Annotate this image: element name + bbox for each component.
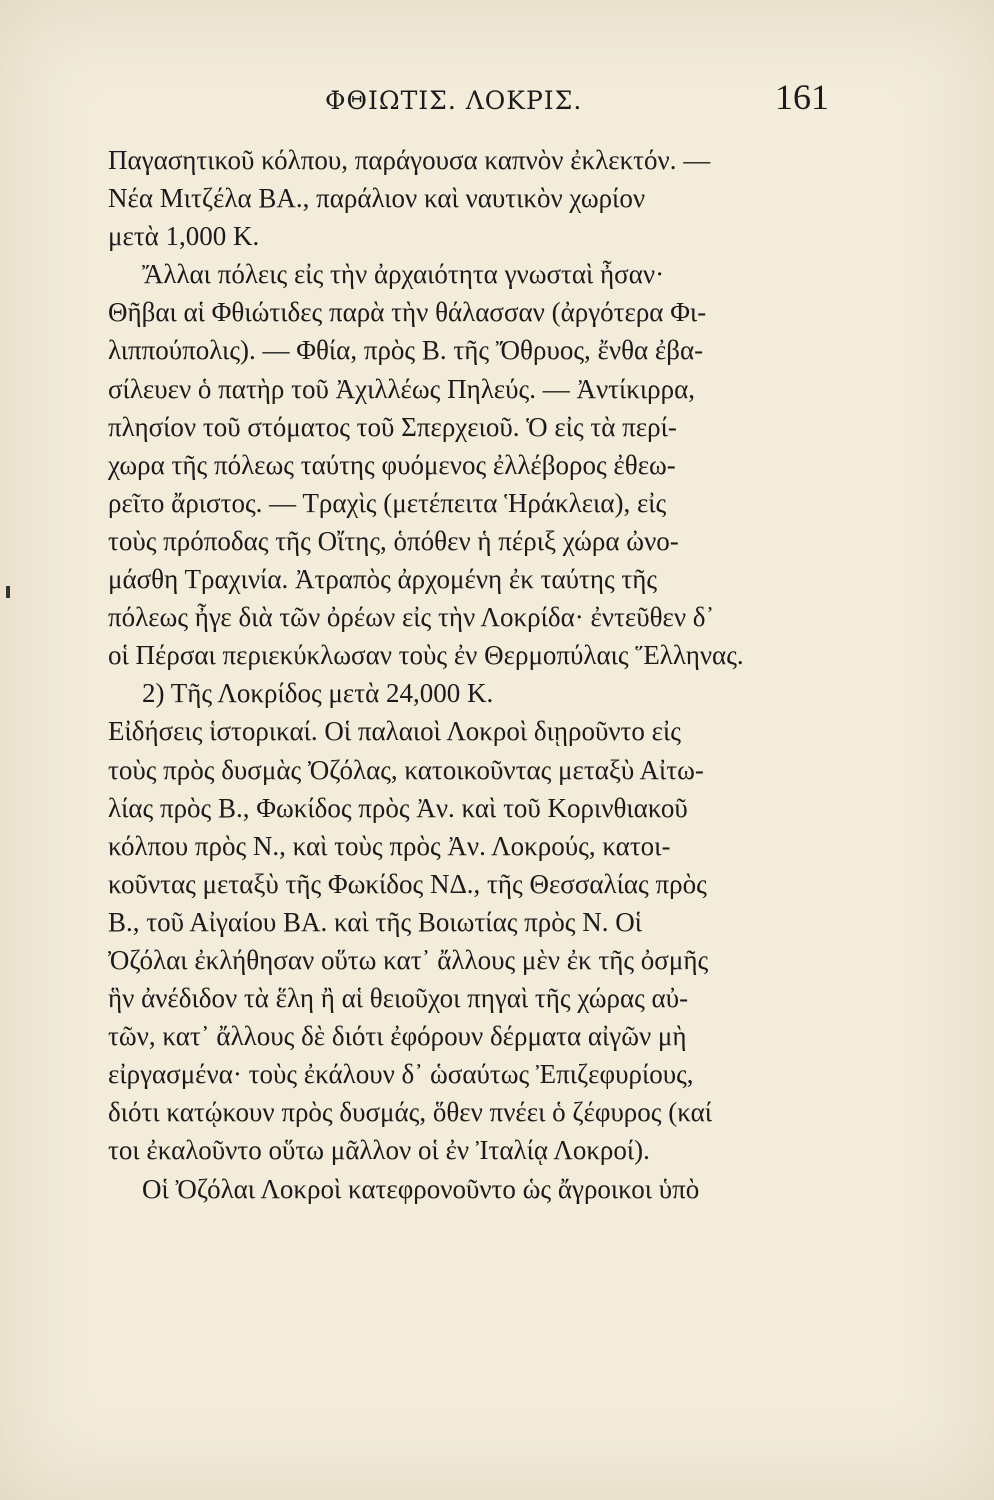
text-line-26: διότι κατῴκουν πρὸς δυσμάς, ὅθεν πνέει ὁ ζέφυρος (καί [108,1097,712,1128]
text-line-8: πλησίον τοῦ στόματος τοῦ Σπερχειοῦ. Ὁ εἰς τὰ περί- [108,411,677,442]
text-line-10: ρεῖτο ἄριστος. — Τραχὶς (μετέπειτα Ἡράκλεια), εἰς [108,487,667,518]
text-line-5: Θῆβαι αἱ Φθιώτιδες παρὰ τὴν θάλασσαν (ἀργότερα Φι- [108,297,707,328]
text-line-9: χωρα τῆς πόλεως ταύτης φυόμενος ἐλλέβορος ἐθεω- [108,449,676,480]
text-line-17: τοὺς πρὸς δυσμὰς Ὀζόλας, κατοικοῦντας μεταξὺ Αἰτω- [108,754,704,785]
text-line-18: λίας πρὸς Β., Φωκίδος πρὸς Ἀν. καὶ τοῦ Κορινθιακοῦ [108,792,688,823]
text-line-1: Παγασητικοῦ κόλπου, παράγουσα καπνὸν ἐκλεκτόν. — [108,145,711,175]
text-line-11: τοὺς πρόποδας τῆς Οἴτης, ὁπόθεν ἡ πέριξ χώρα ὠνο- [108,525,679,556]
text-line-25: εἰργασμένα· τοὺς ἐκάλουν δ᾽ ὡσαύτως Ἐπιζεφυρίους, [108,1059,694,1090]
text-line-15: 2) Τῆς Λοκρίδος μετὰ 24,000 Κ. [142,678,494,709]
text-line-27: τοι ἐκαλοῦντο οὕτω μᾶλλον οἱ ἐν Ἰταλίᾳ Λοκροί). [108,1135,650,1166]
text-line-13: πόλεως ἦγε διὰ τῶν ὀρέων εἰς τὴν Λοκρίδα· ἐντεῦθεν δ᾽ [108,602,715,633]
text-line-16: Εἰδήσεις ἱστορικαί. Οἱ παλαιοὶ Λοκροὶ διῃροῦντο εἰς [108,716,681,747]
text-line-28: Οἱ Ὀζόλαι Λοκροὶ κατεφρονοῦντο ὡς ἄγροικοι ὑπὸ [142,1173,700,1204]
text-line-6: λιππούπολις). — Φθία, πρὸς Β. τῆς Ὄθρυος, ἔνθα ἐβα- [108,335,704,366]
margin-mark [6,586,10,598]
text-line-2: Νέα Μιτζέλα ΒΑ., παράλιον καὶ ναυτικὸν χωρίον [108,183,646,214]
text-line-12: μάσθη Τραχινία. Ἀτραπὸς ἀρχομένη ἐκ ταύτης τῆς [108,564,658,595]
text-line-21: Β., τοῦ Αἰγαίου ΒΑ. καὶ τῆς Βοιωτίας πρὸς Ν. Οἱ [108,906,642,937]
text-line-3: μετὰ 1,000 Κ. [108,221,260,252]
page-number: 161 [775,77,829,117]
text-line-24: τῶν, κατ᾽ ἄλλους δὲ διότι ἐφόρουν δέρματα αἰγῶν μὴ [108,1021,687,1052]
running-title: ΦΘΙΩΤΙΣ. ΛΟΚΡΙΣ. [325,86,583,115]
text-line-23: ἣν ἀνέδιδον τὰ ἕλη ἢ αἱ θειοῦχοι πηγαὶ τῆς χώρας αὐ- [108,983,689,1014]
text-line-19: κόλπου πρὸς Ν., καὶ τοὺς πρὸς Ἀν. Λοκρούς, κατοι- [108,830,671,861]
text-line-7: σίλευεν ὁ πατὴρ τοῦ Ἀχιλλέως Πηλεύς. — Ἀντίκιρρα, [108,373,695,404]
text-line-22: Ὀζόλαι ἐκλήθησαν οὕτω κατ᾽ ἄλλους μὲν ἐκ τῆς ὀσμῆς [108,944,709,975]
body-text [108,141,848,1208]
text-line-20: κοῦντας μεταξὺ τῆς Φωκίδος ΝΔ., τῆς Θεσσαλίας πρὸς [108,868,707,899]
text-line-14: οἱ Πέρσαι περιεκύκλωσαν τοὺς ἐν Θερμοπύλαις Ἕλληνας. [108,640,744,671]
text-line-4: Ἄλλαι πόλεις εἰς τὴν ἀρχαιότητα γνωσταὶ ἦσαν· [142,259,665,290]
